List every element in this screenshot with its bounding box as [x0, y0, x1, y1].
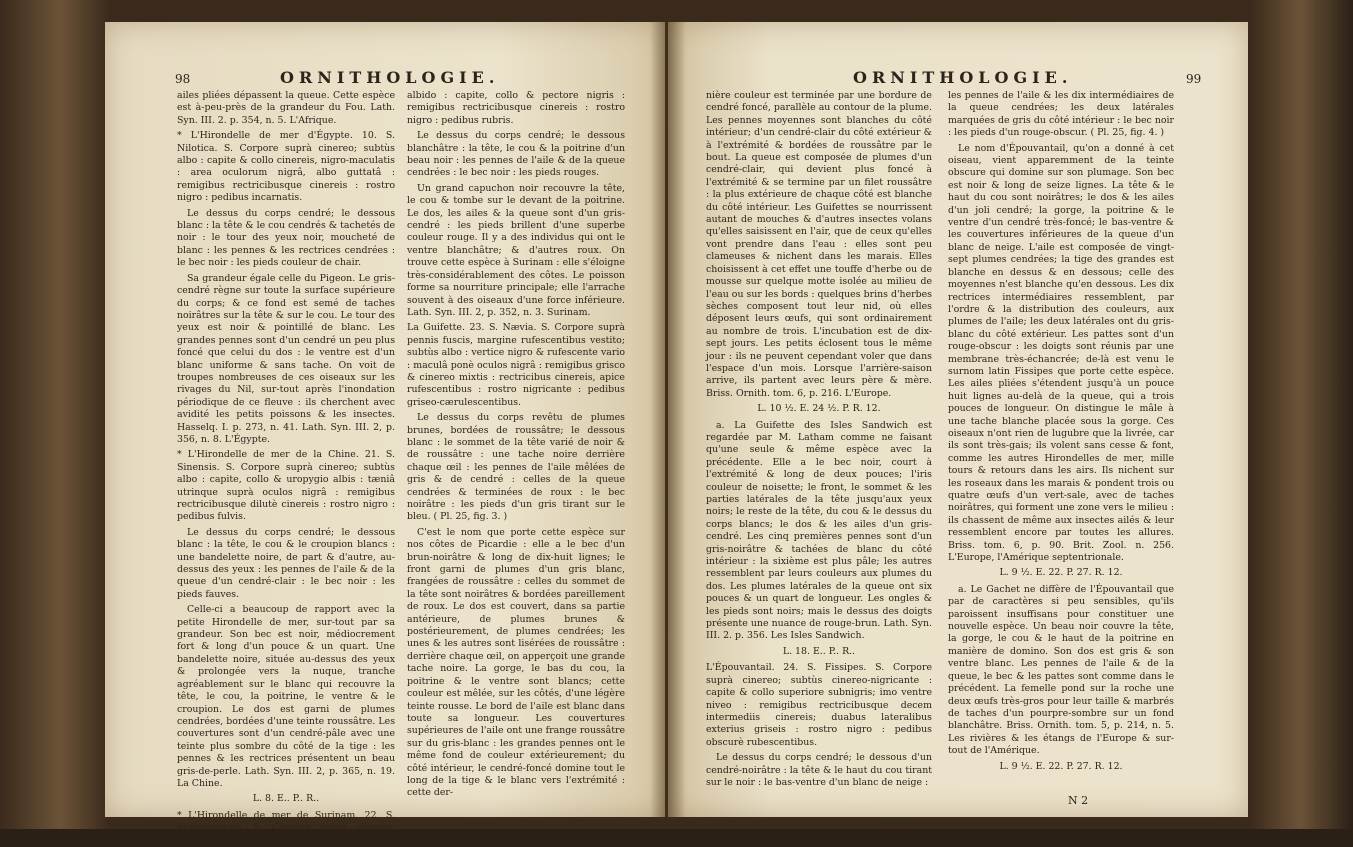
text-paragraph: * L'Hirondelle de mer de Surinam. 22. S. Surinamensis. S. Corpore suprà cinereo; subtùs: [177, 809, 395, 846]
measurement-line: L. 10 ½. E. 24 ½. P. R. 12.: [757, 403, 881, 415]
right-running-head: ORNITHOLOGIE.: [853, 68, 1073, 87]
text-paragraph: Celle-ci a beaucoup de rapport avec la petite Hirondelle de mer, sur-tout par sa grandeur. Son bec est noir, médiocrement fort & long d'un pouce & un quart. Une bandelette noire, située au-dessus des yeux & prolongée vers la nuque, tranche agréablement sur le blanc qui recouvre la tête, le cou, la poitrine, le ventre & le croupion. Le dos est garni de plumes cendrées, bordées d'une teinte roussâtre. Les couvertures sont d'un cendré-pâle avec une teinte plus sombre du côté de la tige : les pennes & les rectrices présentent un beau gris-de-perle. Lath. Syn. III. 2, p. 365, n. 19. La Chine.: [177, 604, 395, 789]
text-paragraph: C'est le nom que porte cette espèce sur nos côtes de Picardie : elle a le bec d'un brun-noirâtre & long de dix-huit lignes; le front garni de plumes d'un gris blanc, frangées de roussâtre : celles du sommet de la tête sont noirâtres & bordées pareillement de roux. Le dos est couvert, dans sa partie antérieure, de plumes brunes & postérieurement, de plumes cendrées; les unes & les autres sont lisérées de roussâtre : derrière chaque œil, on apperçoit une grande tache noire. La gorge, le bas du cou, la poitrine & le ventre sont blancs; cette couleur est mêlée, sur les côtés, d'une légère teinte rousse. Le bord de l'aile est blanc dans toute sa longueur. Les couvertures supérieures de l'aile ont une frange roussâtre sur du gris-blanc : les grandes pennes ont le même fond de couleur extérieurement; du côté intérieur, le cendré-foncé domine tout le long de la tige & le blanc vers l'extrémité : cette der-: [407, 526, 625, 799]
text-paragraph: L'Épouvantail. 24. S. Fissipes. S. Corpore suprà cinereo; subtùs cinereo-nigricante : capite & collo superiore subnigris; imo ventre niveo : remigibus rectricibusque decem intermediis cinereis; duabus lateralibus exterius griseis : rostro nigro : pedibus obscurè rubescentibus.: [706, 662, 932, 748]
right-column-1: [706, 90, 932, 810]
measurement-line: L. 9 ½. E. 22. P. 27. R. 12.: [999, 567, 1123, 579]
left-page-number: 98: [175, 72, 191, 86]
text-paragraph: Un grand capuchon noir recouvre la tête, le cou & tombe sur le devant de la poitrine. Le dos, les ailes & la queue sont d'un gris-cendré : les pieds brillent d'une superbe couleur rouge. Il y a des individus qui ont le ventre blanchâtre; & d'autres roux. On trouve cette espèce à Surinam : elle s'éloigne très-considérablement des côtes. Le poisson forme sa nourriture principale; elle l'arrache souvent à des oiseaux d'une force inférieure. Lath. Syn. III. 2, p. 352, n. 3. Surinam.: [407, 182, 625, 318]
text-paragraph: Le nom d'Épouvantail, qu'on a donné à cet oiseau, vient apparemment de la teinte obscure qui domine sur son plumage. Son bec est noir & long de seize lignes. La tête & le haut du cou sont noirâtres; le dos & les ailes d'un joli cendré; la gorge, la poitrine & le ventre d'un cendré très-foncé; le bas-ventre & les couvertures inférieures de la queue d'un blanc de neige. L'aile est composée de vingt-sept plumes cendrées; la tige des grandes est blanche en dessus & en dessous; celle des moyennes n'est blanche qu'en dessous. Les dix rectrices intermédiaires ressemblent, par l'ordre & la distribution des couleurs, aux plumes de l'aile; les deux latérales ont du gris-blanc du côté extérieur. Les pattes sont d'un rouge-obscur : les doigts sont réunis par une membrane très-échancrée; de-là est venu le surnom latin Fissipes que porte cette espèce. Les ailes pliées s'étendent jusqu'à un pouce huit lignes au-delà de la queue, qui a trois pouces de longueur. On distingue le mâle à une tache blanche placée sous la gorge. Ces oiseaux n'ont rien de lugubre que la livrée, car ils sont très-gais; ils volent sans cesse & font, comme les autres Hirondelles de mer, mille tours & retours dans les airs. Ils nichent sur les roseaux dans les marais & pondent trois ou quatre œufs d'un vert-sale, avec de taches noirâtres, qui forment une zone vers le milieu : ils chassent de même aux insectes ailés & leur ressemblent encore par toutes les allures. Briss. tom. 6, p. 90. Brit. Zool. n. 256. L'Europe, l'Amérique septentrionale.: [948, 142, 1174, 564]
right-column-2: [948, 90, 1174, 790]
text-paragraph: les pennes de l'aile & les dix intermédiaires de la queue cendrées; les deux latérales marquées de gris du côté intérieur : le bec noir : les pieds d'un rouge-obscur. ( Pl. 25, fig. 4. ): [948, 90, 1174, 139]
text-paragraph: * L'Hirondelle de mer d'Égypte. 10. S. Nilotica. S. Corpore suprà cinereo; subtùs albo : capite & collo cinereis, nigro-maculatis : area oculorum nigrâ, albo guttatâ : remigibus rectricibusque cinereis : rostro nigro : pedibus incarnatis.: [177, 130, 395, 204]
signature-mark: N 2: [1068, 794, 1089, 807]
text-paragraph: nière couleur est terminée par une bordure de cendré foncé, parallèle au contour de la plume. Les pennes moyennes sont blanches du côté intérieur; d'un cendré-clair du côté extérieur & à l'extrémité & bordées de roussâtre par le bout. La queue est composée de plumes d'un cendré-clair, qui devient plus foncé à l'extrémité & se termine par un filet roussâtre : la plus extérieure de chaque côté est blanche du côté intérieur. Les Guifettes se nourrissent autant de mouches & d'autres insectes volans qu'elles saisissent en l'air, que de ceux qu'elles vont prendre dans l'eau : elles sont peu clameuses & nichent dans les marais. Elles choisissent à cet effet une touffe d'herbe ou de mousse sur quelque motte isolée au milieu de l'eau ou sur les bords : quelques brins d'herbes sèches composent tout leur nid, où elles déposent leurs œufs, qui sont ordinairement au nombre de trois. L'incubation est de dix-sept jours. Les petits éclosent tous le même jour : ils ne peuvent cependant voler que dans l'espace d'un mois. Lorsque l'arrière-saison arrive, ils partent avec leurs père & mère. Briss. Ornith. tom. 6, p. 216. L'Europe.: [706, 90, 932, 399]
text-paragraph: Sa grandeur égale celle du Pigeon. Le gris-cendré règne sur toute la surface supérieure du corps; & ce fond est semé de taches noirâtres sur la tête & sur le cou. Le tour des yeux est noir & pointillé de blanc. Les grandes pennes sont d'un cendré un peu plus foncé que celui du dos : le ventre est d'un blanc uniforme & sans tache. On voit de troupes nombreuses de ces oiseaux sur les rivages du Nil, sur-tout après l'inondation périodique de ce fleuve : ils cherchent avec avidité les petits poissons & les insectes. Hasselq. I. p. 273, n. 41. Lath. Syn. III. 2, p. 356, n. 8. L'Égypte.: [177, 272, 395, 445]
left-column-1: [177, 90, 395, 846]
measurement-line: L. 8. E.. P.. R..: [252, 793, 320, 805]
left-running-head: ORNITHOLOGIE.: [280, 68, 500, 87]
book-gutter: [650, 22, 686, 817]
left-page: [105, 22, 665, 846]
right-page-number: 99: [1186, 72, 1202, 86]
right-page: [668, 22, 1248, 817]
measurement-line: L. 18. E.. P.. R..: [782, 645, 856, 657]
text-paragraph: a. La Guifette des Isles Sandwich est regardée par M. Latham comme ne faisant qu'une seule & même espèce avec la précédente. Elle a le bec noir, court à l'extrémité & long de deux pouces; l'iris couleur de noisette; le front, le sommet & les parties latérales de la tête jusqu'aux yeux noirs; le reste de la tête, du cou & le dessus du corps blancs; le dos & les ailes d'un gris-cendré. Les cinq premières pennes sont d'un gris-noirâtre & tachées de blanc du côté intérieur : la sixième est plus pâle; les autres ressemblent par leurs couleurs aux plumes du dos. Les plumes latérales de la queue ont six pouces & un quart de longueur. Les ongles & les pieds sont noirs; mais le dessus des doigts présente une nuance de rouge-brun. Lath. Syn. III. 2. p. 356. Les Isles Sandwich.: [706, 419, 932, 642]
text-paragraph: ailes pliées dépassent la queue. Cette espèce est à-peu-près de la grandeur du Fou. Lath. Syn. III. 2. p. 354, n. 5. L'Afrique.: [177, 90, 395, 126]
text-paragraph: Le dessus du corps cendré; le dessous blanchâtre : la tête, le cou & la poitrine d'un beau noir : les pennes de l'aile & de la queue cendrées : le bec noir : les pieds rouges.: [407, 130, 625, 179]
text-paragraph: Le dessus du corps cendré; le dessous d'un cendré-noirâtre : la tête & le haut du cou tirant sur le noir : le bas-ventre d'un blanc de neige :: [706, 752, 932, 788]
text-paragraph: albido : capite, collo & pectore nigris : remigibus rectricibusque cinereis : rostro nigro : pedibus rubris.: [407, 90, 625, 126]
text-paragraph: La Guifette. 23. S. Nævia. S. Corpore suprà pennis fuscis, margine rufescentibus vestito; subtùs albo : vertice nigro & rufescente vario : maculâ ponè oculos nigrâ : remigibus grisco & cinereo mixtis : rectricibus cinereis, apice rufescentibus : rostro nigricante : pedibus griseo-cærulescentibus.: [407, 322, 625, 408]
text-paragraph: * L'Hirondelle de mer de la Chine. 21. S. Sinensis. S. Corpore suprà cinereo; subtùs albo : capite, collo & uropygio albis : tæniâ utrinque suprà oculos nigrâ : remigibus rectricibusque dilutè cinereis : rostro nigro : pedibus fulvis.: [177, 449, 395, 523]
text-paragraph: a. Le Gachet ne diffère de l'Épouvantail que par de caractères si peu sensibles, qu'ils paroissent insuffisans pour constituer une nouvelle espèce. Un beau noir couvre la tête, la gorge, le cou & le haut de la poitrine en manière de domino. Son dos est gris & son ventre blanc. Les pennes de l'aile & de la queue, le bec & les pattes sont comme dans le précédent. La femelle pond sur la roche une deux œufs très-gros pour leur taille & marbrés de taches d'un pourpre-sombre sur un fond blanchâtre. Briss. Ornith. tom. 5, p. 214, n. 5. Les rivières & les étangs de l'Europe & sur-tout de l'Amérique.: [948, 583, 1174, 757]
text-paragraph: Le dessus du corps revêtu de plumes brunes, bordées de roussâtre; le dessous blanc : le sommet de la tête varié de noir & de roussâtre : une tache noire derrière chaque œil : les pennes de l'aile mêlées de gris & de cendré : celles de la queue cendrées & terminées de roux : le bec noirâtre : les pieds d'un gris tirant sur le bleu. ( Pl. 25, fig. 3. ): [407, 412, 625, 523]
text-paragraph: Le dessus du corps cendré; le dessous blanc : la tête & le cou cendrés & tachetés de noir : le tour des yeux noir, moucheté de blanc : les pennes & les rectrices cendrées : le bec noir : les pieds couleur de chair.: [177, 207, 395, 269]
text-paragraph: Le dessus du corps cendré; le dessous blanc : la tête, le cou & le croupion blancs : une bandelette noire, de part & d'autre, au-dessus des yeux : les pennes de l'aile & de la queue d'un cendré-clair : le bec noir : les pieds fauves.: [177, 526, 395, 600]
left-column-2: [407, 90, 625, 810]
measurement-line: L. 9 ½. E. 22. P. 27. R. 12.: [999, 760, 1123, 772]
